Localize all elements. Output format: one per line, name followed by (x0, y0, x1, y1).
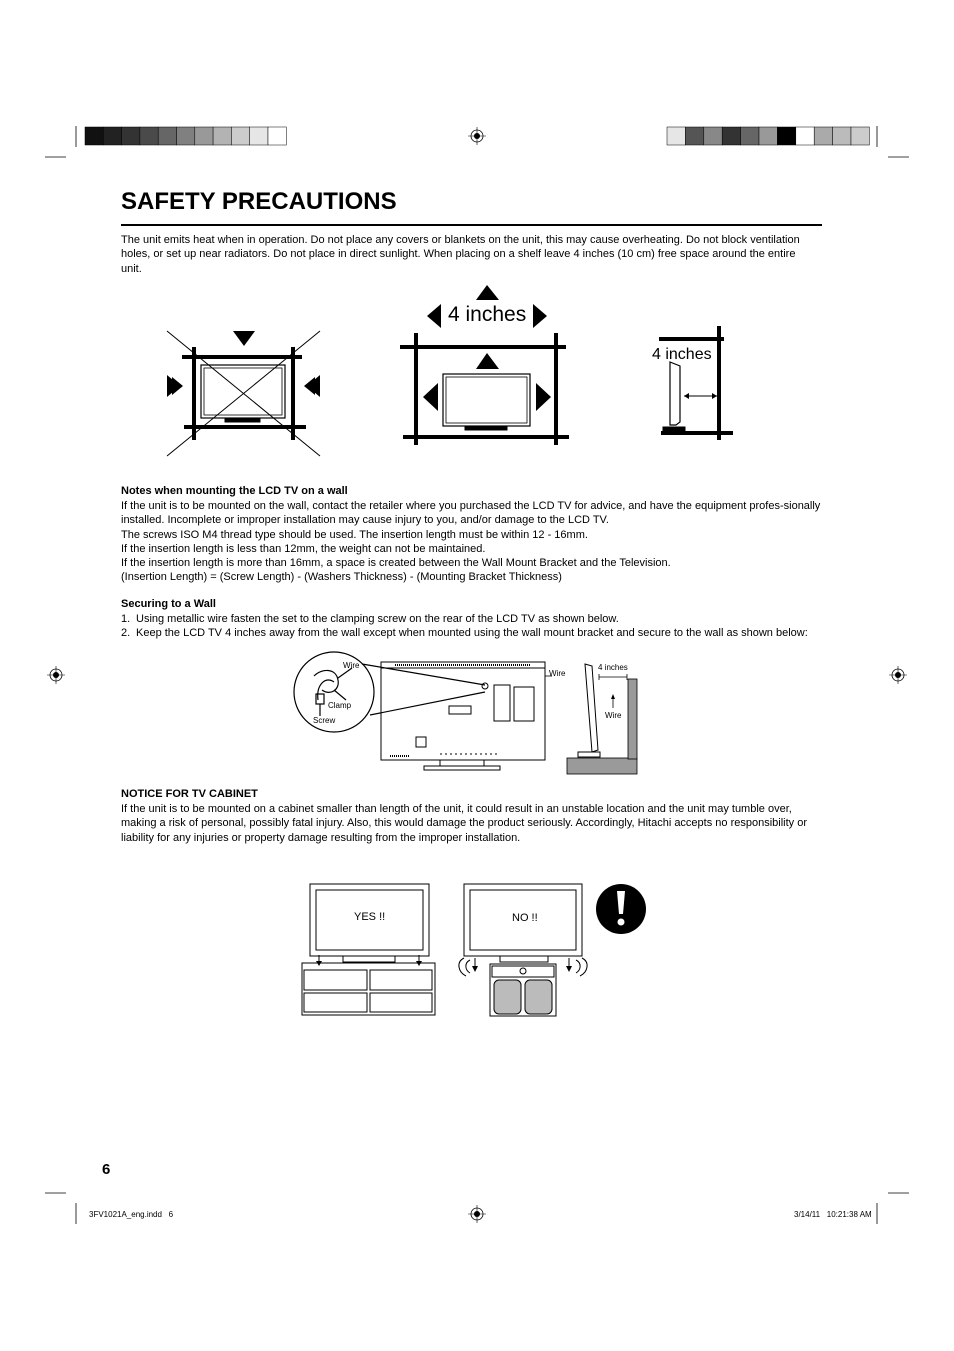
mounting-line: If the insertion length is more than 16mm, a space is created between the Wall Mount Bracket and the Television. (121, 557, 671, 570)
cabinet-text: If the unit is to be mounted on a cabinet smaller than length of the unit, it could result in an unstable location and the unit may tumble over, making a risk of personal, possibly fatal injury. Also, this would damage the product seriously. Accordingly, Hitachi accepts no responsibility or liability for any injuries or property damage resulting from the improper installation. (121, 803, 807, 844)
page-number: 6 (102, 1161, 111, 1178)
mounting-line: (Insertion Length) = (Screw Length) - (Washers Thickness) - (Mounting Bracket Thickness) (121, 571, 562, 584)
side-clearance-label: 4 inches (652, 346, 712, 363)
footer-date: 3/14/11 10:21:38 AM (794, 1210, 872, 1219)
yes-figure (302, 884, 435, 1015)
clearance-label: 4 inches (448, 303, 527, 326)
footer-file: 3FV1021A_eng.indd 6 (89, 1210, 174, 1219)
list-number: 1. (121, 613, 131, 625)
clamp-label: Clamp (328, 701, 352, 710)
wire-zoom-label: Wire (343, 661, 360, 670)
screw-label: Screw (313, 716, 336, 725)
yes-label: YES !! (354, 911, 386, 923)
mounting-line: If the insertion length is less than 12mm, the weight can not be maintained. (121, 542, 486, 555)
side-inches-label: 4 inches (598, 663, 628, 672)
warning-icon (596, 884, 646, 934)
cabinet-heading: NOTICE FOR TV CABINET (121, 788, 258, 800)
side-wire-label: Wire (605, 711, 622, 720)
page-title: SAFETY PRECAUTIONS (121, 188, 397, 215)
mounting-heading: Notes when mounting the LCD TV on a wall (121, 485, 348, 497)
intro-paragraph: The unit emits heat when in operation. Do not place any covers or blankets on the unit, this may cause overheating. Do not block ventilation holes, or set up near radiators. Do not place in direct sunlight. When placing on a shelf leave 4 inches (10 cm) free space around the entire unit. (121, 234, 800, 275)
list-text: Keep the LCD TV 4 inches away from the wall except when mounted using the wall mount bracket and secure to the wall as shown below: (136, 627, 808, 640)
list-number: 2. (121, 627, 131, 640)
no-figure (459, 884, 587, 1016)
securing-heading: Securing to a Wall (121, 598, 216, 610)
mounting-line: The screws ISO M4 thread type should be used. The insertion length must be within 12 - 16mm. (121, 528, 588, 541)
no-label: NO !! (512, 912, 538, 924)
wire-rear-label: Wire (549, 669, 566, 678)
mounting-line: If the unit is to be mounted on the wall, contact the retailer where you purchased the LCD TV for advice, and have the equipment profes-sionally installed. Incomplete or improper installation may cause injury to you, and/or damage to the LCD TV. (121, 500, 821, 527)
list-text: Using metallic wire fasten the set to the clamping screw on the rear of the LCD TV as shown below. (136, 613, 619, 625)
